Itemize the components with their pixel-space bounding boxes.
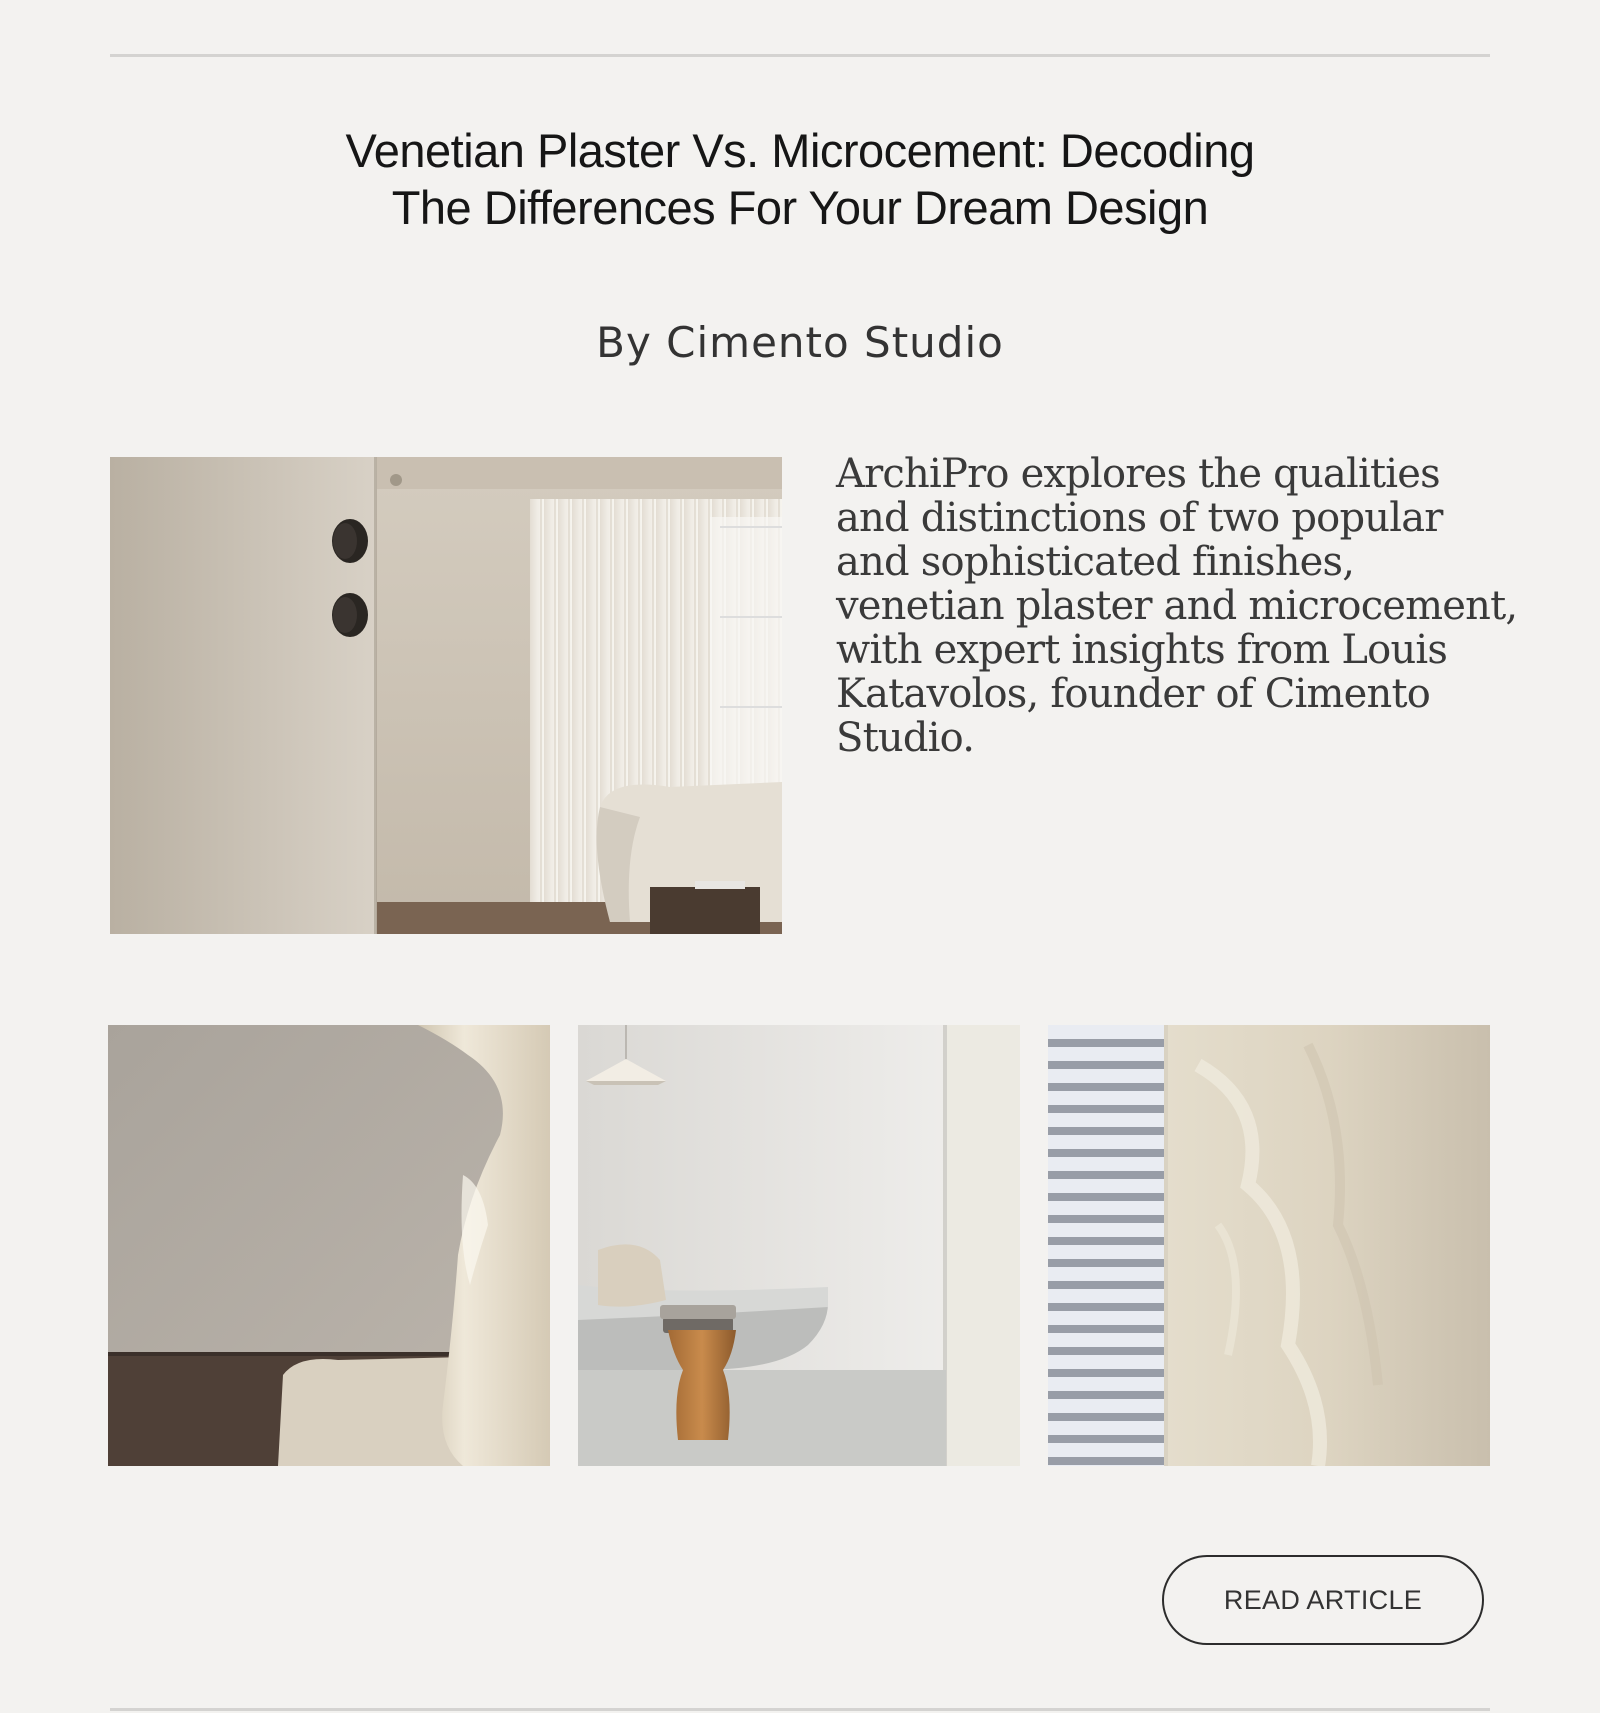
hero-interior-illustration [110, 457, 782, 934]
intro-line: ArchiPro explores the qualities [836, 451, 1440, 497]
bench-illustration [578, 1025, 1020, 1466]
hero-interior-photo[interactable] [110, 457, 782, 934]
article-intro [836, 452, 1536, 760]
intro-line: and distinctions of two popular [836, 495, 1443, 541]
intro-line: Katavolos, founder of Cimento [836, 671, 1431, 717]
intro-line: Studio. [836, 715, 975, 761]
top-divider [110, 54, 1490, 57]
article-byline: By Cimento Studio [596, 318, 1004, 367]
intro-line: with expert insights from Louis [836, 627, 1448, 673]
gallery-photo-vase[interactable] [108, 1025, 550, 1466]
vase-illustration [108, 1025, 550, 1466]
intro-line: venetian plaster and microcement, [836, 583, 1518, 629]
article-title-line-2: The Differences For Your Dream Design [391, 181, 1209, 234]
intro-line: and sophisticated finishes, [836, 539, 1355, 585]
article-title-line-1: Venetian Plaster Vs. Microcement: Decoding [345, 124, 1255, 177]
gallery-photo-texture[interactable] [1048, 1025, 1490, 1466]
texture-illustration [1048, 1025, 1490, 1466]
gallery-photo-bench[interactable] [578, 1025, 1020, 1466]
bottom-divider [110, 1708, 1490, 1711]
read-article-button[interactable]: READ ARTICLE [1162, 1555, 1484, 1645]
article-title[interactable] [200, 122, 1400, 236]
